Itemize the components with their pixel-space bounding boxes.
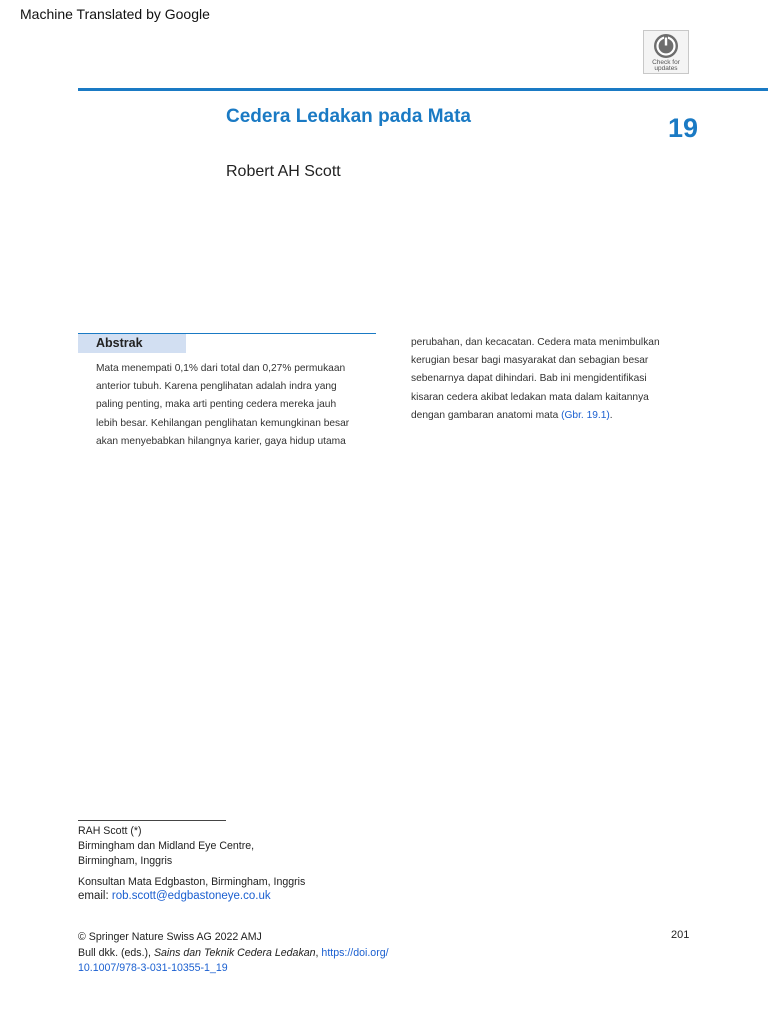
doi-link[interactable]: https://doi.org/ bbox=[321, 946, 389, 959]
abstract-line: kisaran cedera akibat ledakan mata dalam kaitannya bbox=[411, 391, 649, 403]
abstract-line: akan menyebabkan hilangnya karier, gaya hidup utama bbox=[96, 435, 346, 447]
abstract-line: sebenarnya dapat dihindari. Bab ini mengidentifikasi bbox=[411, 373, 647, 385]
author-affiliation-2: Konsultan Mata Edgbaston, Birmingham, Inggris bbox=[78, 876, 306, 888]
check-for-updates-badge[interactable] bbox=[643, 30, 689, 74]
affiliation-line: Birmingham dan Midland Eye Centre, bbox=[78, 840, 255, 852]
copyright-block bbox=[78, 930, 389, 977]
check-for-updates-icon bbox=[653, 33, 679, 59]
citation-authors: Bull dkk. (eds.), bbox=[78, 946, 154, 959]
abstract-line: kerugian besar bagi masyarakat dan sebagian besar bbox=[411, 355, 649, 367]
abstract-line: anterior tubuh. Karena penglihatan adalah indra yang bbox=[96, 381, 337, 393]
chapter-title: Cedera Ledakan pada Mata bbox=[226, 106, 471, 127]
abstract-period: . bbox=[609, 409, 613, 421]
page-number: 201 bbox=[671, 929, 690, 941]
footnote-rule bbox=[78, 820, 226, 821]
citation-separator: , bbox=[315, 946, 322, 959]
chapter-author: Robert AH Scott bbox=[226, 163, 341, 180]
affiliation-line: Birmingham, Inggris bbox=[78, 855, 173, 867]
affiliation-line: RAH Scott (*) bbox=[78, 825, 142, 837]
chapter-number: 19 bbox=[668, 113, 699, 143]
abstract-line: lebih besar. Kehilangan penglihatan kemungkinan besar bbox=[96, 417, 350, 429]
doi-link-continued[interactable]: 10.1007/978-3-031-10355-1_19 bbox=[78, 962, 228, 974]
book-title: Sains dan Teknik Cedera Ledakan bbox=[153, 946, 316, 959]
translation-banner: Machine Translated by Google bbox=[20, 6, 210, 22]
abstract-line: paling penting, maka arti penting cedera mereka jauh bbox=[96, 399, 337, 411]
abstract-heading: Abstrak bbox=[96, 336, 143, 350]
figure-reference-link[interactable]: (Gbr. 19.1) bbox=[561, 409, 610, 421]
abstract-line: Mata menempati 0,1% dari total dan 0,27% permukaan bbox=[96, 363, 346, 374]
email-link[interactable]: rob.scott@edgbastoneye.co.uk bbox=[111, 890, 271, 902]
doi-line bbox=[78, 961, 389, 977]
abstract-left-column bbox=[96, 360, 382, 451]
abstract-right-column bbox=[411, 334, 701, 425]
email-label: email: bbox=[78, 890, 112, 902]
abstract-text: dengan gambaran anatomi mata bbox=[411, 409, 562, 421]
author-affiliation bbox=[78, 824, 254, 869]
abstract-line-last bbox=[411, 407, 701, 425]
author-email bbox=[78, 890, 271, 902]
header-rule bbox=[78, 88, 768, 91]
citation-line bbox=[78, 946, 389, 962]
check-for-updates-label: Check for updates bbox=[652, 59, 680, 72]
copyright-line: © Springer Nature Swiss AG 2022 AMJ bbox=[78, 931, 262, 943]
abstract-line: perubahan, dan kecacatan. Cedera mata menimbulkan bbox=[411, 337, 660, 348]
